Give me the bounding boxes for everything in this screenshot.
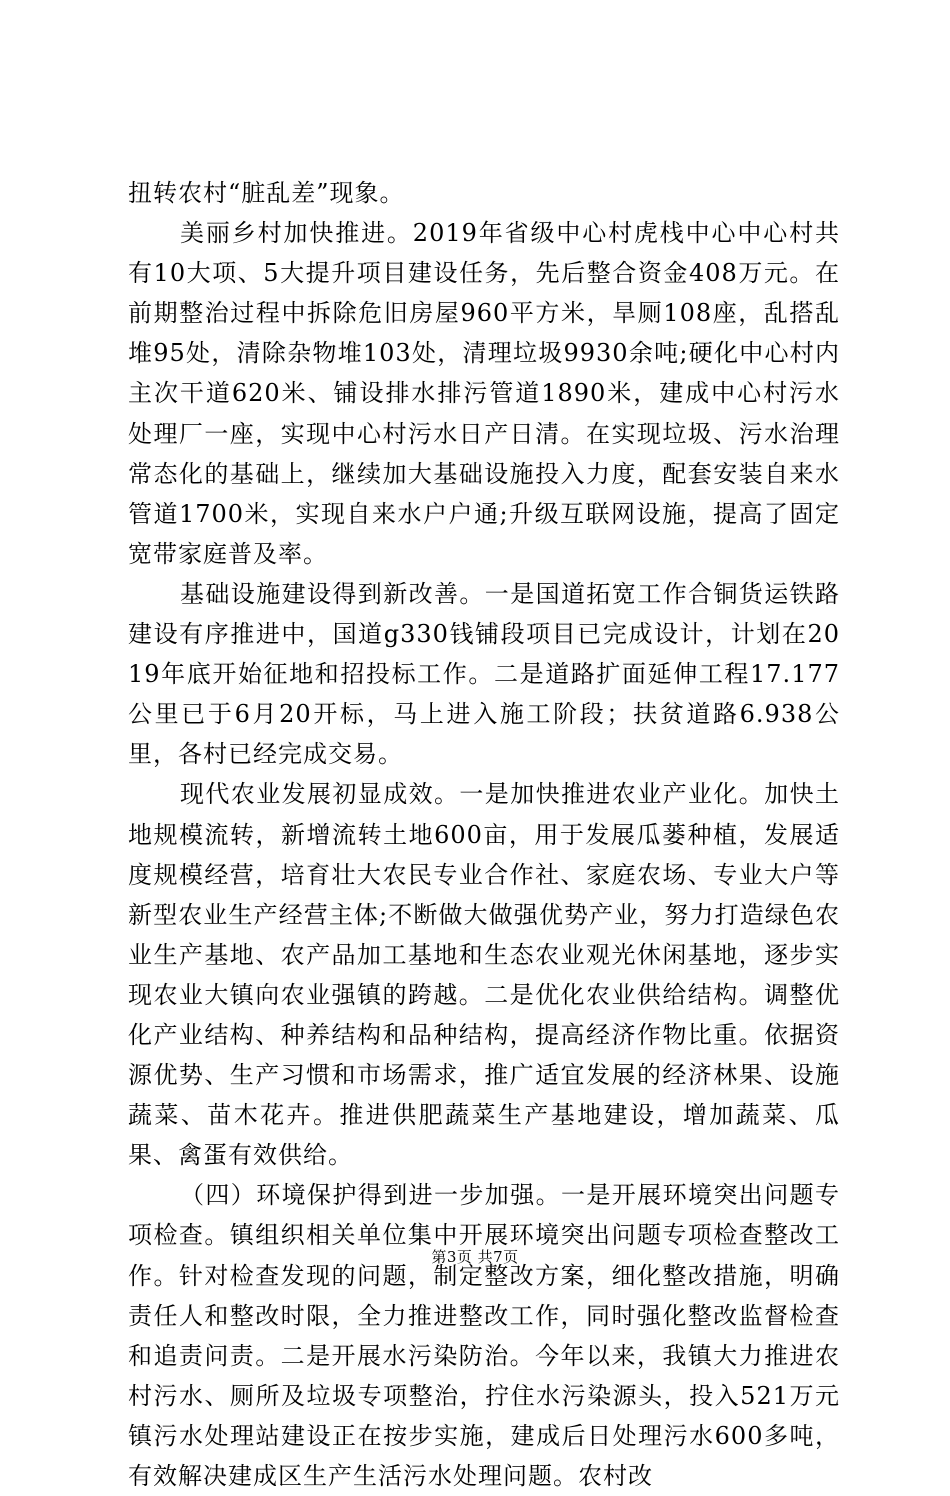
page-footer: 第3页 共7页 <box>431 1248 519 1266</box>
paragraph-5: （四）环境保护得到进一步加强。一是开展环境突出问题专项检查。镇组织相关单位集中开展环境突出问题专项检查整改工作。针对检查发现的问题，制定整改方案，细化整改措施，明确责任人和整改时限，全力推进整改工作，同时强化整改监督检查和追责问责。二是开展水污染防治。今年以来，我镇大力推进农村污水、厕所及垃圾专项整治，拧住水污染源头，投入521万元镇污水处理站建设正在按步实施，建成后日处理污水600多吨，有效解决建成区生产生活污水处理问题。农村改 <box>128 1181 840 1490</box>
document-body <box>128 173 840 1496</box>
paragraph-2: 美丽乡村加快推进。2019年省级中心村虎栈中心中心村共有10大项、5大提升项目建设任务，先后整合资金408万元。在前期整治过程中拆除危旧房屋960平方米，旱厕108座，乱搭乱堆95处，清除杂物堆103处，清理垃圾9930余吨;硬化中心村内主次干道620米、铺设排水排污管道1890米，建成中心村污水处理厂一座，实现中心村污水日产日清。在实现垃圾、污水治理常态化的基础上，继续加大基础设施投入力度，配套安装自来水管道1700米，实现自来水户户通;升级互联网设施，提高了固定宽带家庭普及率。 <box>128 219 840 568</box>
paragraph-4: 现代农业发展初显成效。一是加快推进农业产业化。加快土地规模流转，新增流转土地600亩，用于发展瓜蒌种植，发展适度规模经营，培育壮大农民专业合作社、家庭农场、专业大户等新型农业生产经营主体;不断做大做强优势产业，努力打造绿色农业生产基地、农产品加工基地和生态农业观光休闲基地，逐步实现农业大镇向农业强镇的跨越。二是优化农业供给结构。调整优化产业结构、种养结构和品种结构，提高经济作物比重。依据资源优势、生产习惯和市场需求，推广适宜发展的经济林果、设施蔬菜、苗木花卉。推进供肥蔬菜生产基地建设，增加蔬菜、瓜果、禽蛋有效供给。 <box>128 780 840 1170</box>
paragraph-3: 基础设施建设得到新改善。一是国道拓宽工作合铜货运铁路建设有序推进中，国道g330钱铺段项目已完成设计，计划在2019年底开始征地和招投标工作。二是道路扩面延伸工程17.177公里已于6月20开标，马上进入施工阶段；扶贫道路6.938公里，各村已经完成交易。 <box>128 579 840 769</box>
paragraph-1: 扭转农村“脏乱差”现象。 <box>128 179 405 207</box>
